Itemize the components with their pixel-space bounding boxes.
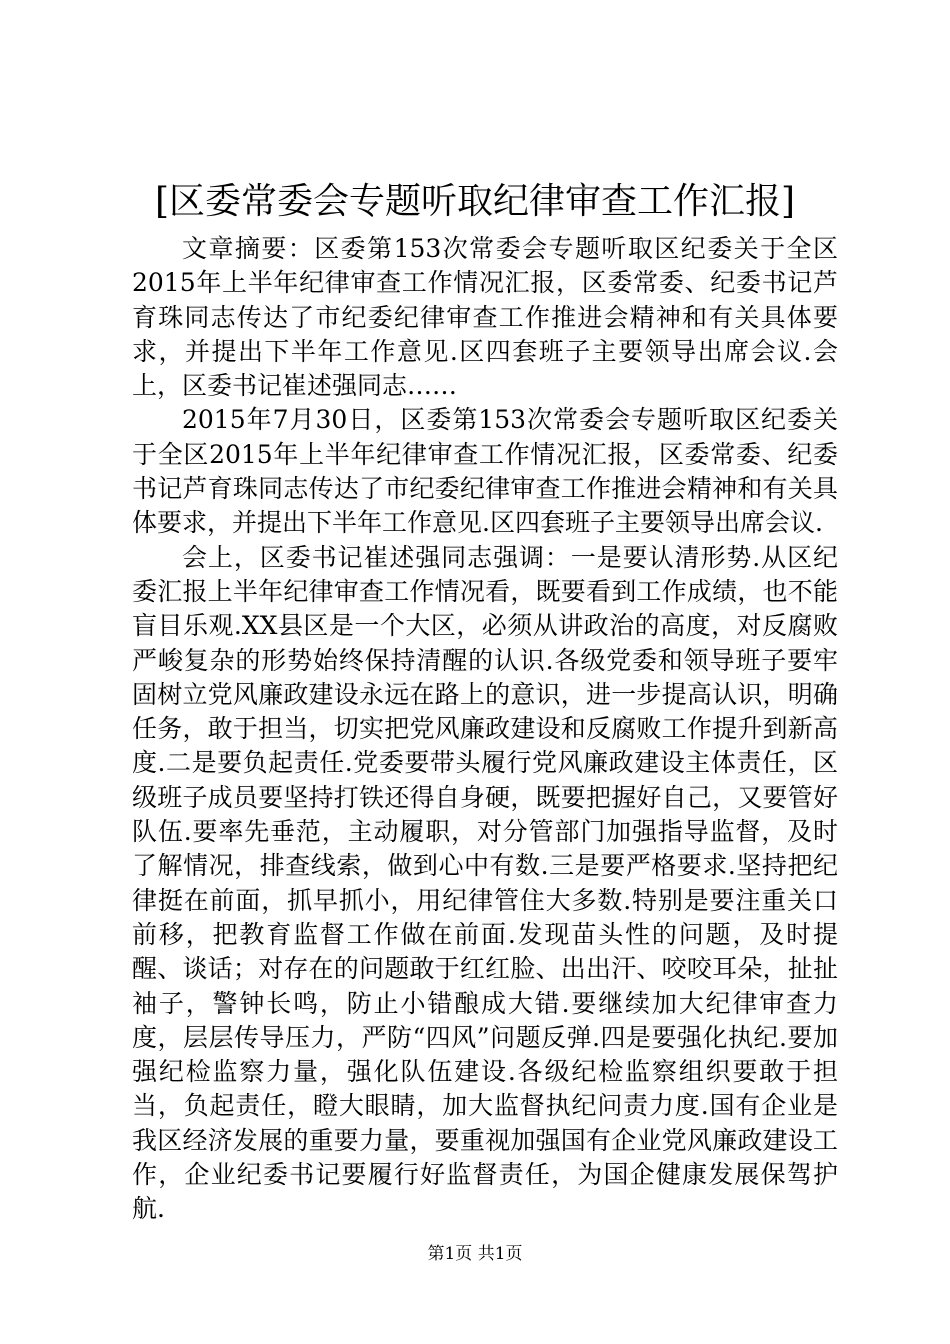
document-title: [区委常委会专题听取纪律审查工作汇报]	[154, 181, 796, 222]
abstract-paragraph: 文章摘要：区委第153次常委会专题听取区纪委关于全区2015年上半年纪律审查工作情况汇报，区委常委、纪委书记芦育珠同志传达了市纪委纪律审查工作推进会精神和有关具体要求，并提出下半年工作意见.区四套班子主要领导出席会议.会上，区委书记崔述强同志……	[132, 234, 838, 401]
body-paragraph-1: 2015年7月30日，区委第153次常委会专题听取区纪委关于全区2015年上半年纪律审查工作情况汇报，区委常委、纪委书记芦育珠同志传达了市纪委纪律审查工作推进会精神和有关具体要求，并提出下半年工作意见.区四套班子主要领导出席会议.	[132, 405, 838, 538]
page-footer: 第1页 共1页	[427, 1244, 523, 1264]
document-body	[132, 232, 838, 1227]
body-paragraph-2: 会上，区委书记崔述强同志强调：一是要认清形势.从区纪委汇报上半年纪律审查工作情况看，既要看到工作成绩，也不能盲目乐观.XX县区是一个大区，必须从讲政治的高度，对反腐败严峻复杂的形势始终保持清醒的认识.各级党委和领导班子要牢固树立党风廉政建设永远在路上的意识，进一步提高认识，明确任务，敢于担当，切实把党风廉政建设和反腐败工作提升到新高度.二是要负起责任.党委要带头履行党风廉政建设主体责任，区级班子成员要坚持打铁还得自身硬，既要把握好自己，又要管好队伍.要率先垂范，主动履职，对分管部门加强指导监督，及时了解情况，排查线索，做到心中有数.三是要严格要求.坚持把纪律挺在前面，抓早抓小，用纪律管住大多数.特别是要注重关口前移，把教育监督工作做在前面.发现苗头性的问题，及时提醒、谈话；对存在的问题敢于红红脸、出出汗、咬咬耳朵，扯扯袖子，警钟长鸣，防止小错酿成大错.要继续加大纪律审查力度，层层传导压力，严防“四风”问题反弹.四是要强化执纪.要加强纪检监察力量，强化队伍建设.各级纪检监察组织要敢于担当，负起责任，瞪大眼睛，加大监督执纪问责力度.国有企业是我区经济发展的重要力量，要重视加强国有企业党风廉政建设工作，企业纪委书记要履行好监督责任，为国企健康发展保驾护航.	[132, 542, 838, 1224]
